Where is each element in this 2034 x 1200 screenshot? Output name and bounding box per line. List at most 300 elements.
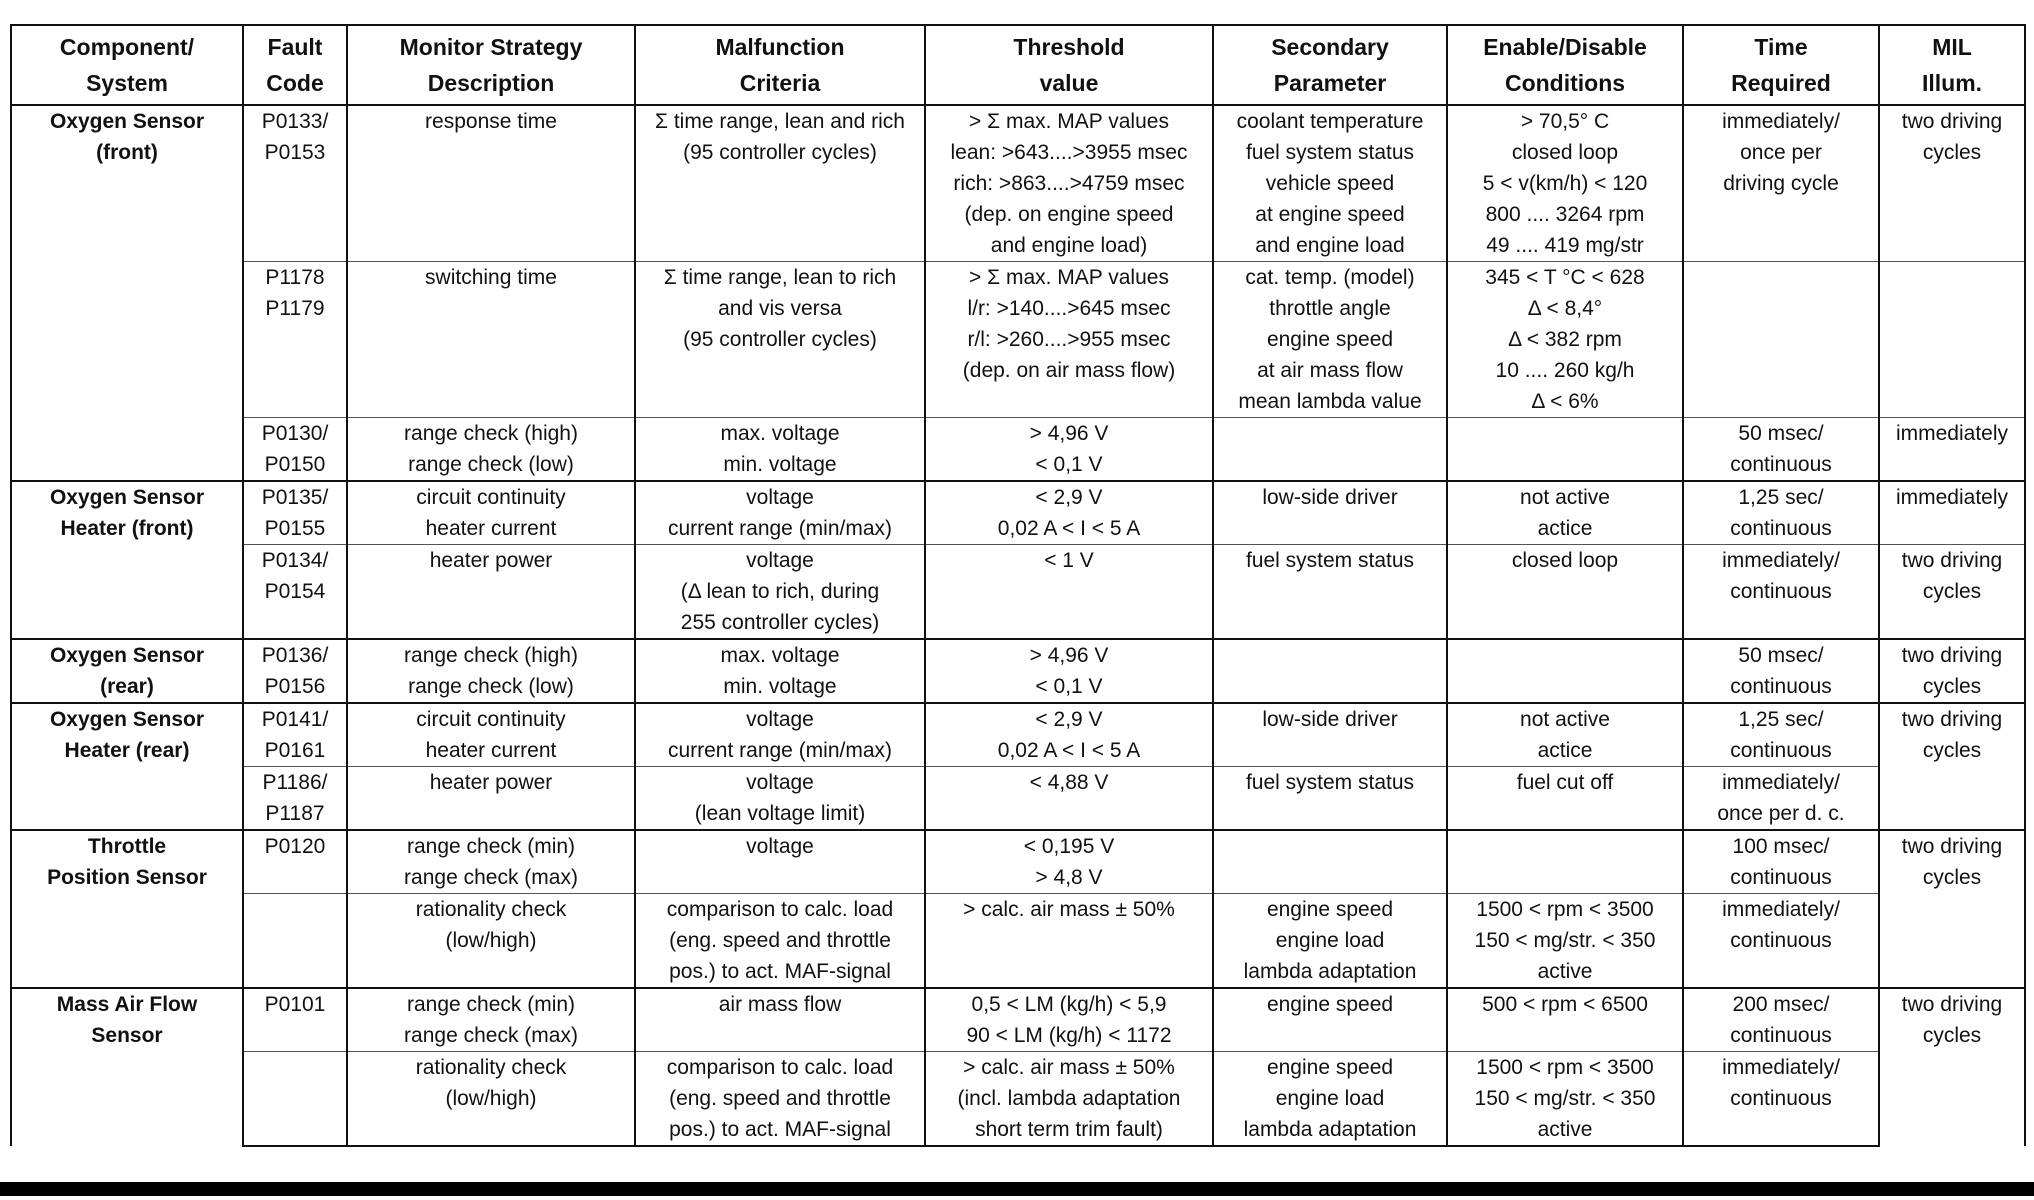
enable-conditions-line: 800 .... 3264 rpm <box>1485 203 1645 226</box>
enable-conditions-line: 49 .... 419 mg/str <box>1486 234 1644 257</box>
mil-illum-header <box>1879 25 2025 105</box>
enable-conditions-line: 150 < mg/str. < 350 <box>1474 929 1656 952</box>
secondary-parameter-line: engine speed <box>1266 328 1394 351</box>
threshold-value-line: l/r: >140....>645 msec <box>967 297 1171 320</box>
threshold-value-line: < 2,9 V <box>1035 708 1103 731</box>
time-required-cell <box>1683 988 1879 1052</box>
fault-code-line: P1178 <box>265 266 325 289</box>
component-line: Throttle <box>87 835 167 858</box>
malfunction-criteria-line: current range (min/max) <box>667 739 893 762</box>
malfunction-criteria-cell <box>635 105 925 262</box>
secondary-parameter-cell <box>1213 545 1447 640</box>
time-required-line: 1,25 sec/ <box>1738 708 1824 731</box>
malfunction-criteria-line: air mass flow <box>718 993 842 1016</box>
mil-illum-cell <box>1879 418 2025 482</box>
threshold-value-line: > 4,8 V <box>1035 866 1103 889</box>
malfunction-criteria-cell <box>635 262 925 418</box>
time-required-line: immediately/ <box>1722 898 1840 921</box>
mil-illum-line: immediately <box>1895 486 2009 509</box>
secondary-parameter-cell <box>1213 894 1447 989</box>
secondary-parameter-line: at air mass flow <box>1257 359 1403 382</box>
monitor-strategy-line: rationality check <box>415 1056 567 1079</box>
fault-code-cell <box>243 545 347 640</box>
threshold-value-line: short term trim fault) <box>975 1118 1163 1141</box>
malfunction-criteria-cell <box>635 830 925 894</box>
monitor-strategy-line: heater power <box>429 771 553 794</box>
secondary-parameter-line: lambda adaptation <box>1243 1118 1417 1141</box>
malfunction-criteria-line: min. voltage <box>723 453 837 476</box>
threshold-value-line: > 4,96 V <box>1029 422 1109 445</box>
enable-conditions-cell <box>1447 703 1683 767</box>
monitor-strategy-line: heater power <box>429 549 553 572</box>
enable-conditions-line: 345 < T °C < 628 <box>1485 266 1645 289</box>
malfunction-criteria-cell <box>635 703 925 767</box>
component-cell <box>11 703 243 830</box>
malfunction-criteria-line: (95 controller cycles) <box>683 141 877 164</box>
enable-conditions-line: fuel cut off <box>1516 771 1614 794</box>
monitor-strategy-cell <box>347 418 635 482</box>
malfunction-criteria-line: comparison to calc. load <box>666 898 894 921</box>
mil-illum-line: immediately <box>1895 422 2009 445</box>
diagnostic-monitor-table <box>10 24 2024 1147</box>
time-required-line: immediately/ <box>1722 549 1840 572</box>
time-required-cell <box>1683 1052 1879 1147</box>
fault-code-cell <box>243 1052 347 1147</box>
mil-illum-cell <box>1879 830 2025 988</box>
enable-conditions-cell <box>1447 830 1683 894</box>
component-line: Heater (rear) <box>64 739 190 762</box>
monitor-strategy-line: range check (low) <box>408 453 574 476</box>
enable-conditions-cell <box>1447 418 1683 482</box>
enable-conditions-line: 500 < rpm < 6500 <box>1482 993 1648 1016</box>
secondary-parameter-line: fuel system status <box>1245 141 1415 164</box>
enable-conditions-cell <box>1447 481 1683 545</box>
component-cell <box>11 639 243 703</box>
malfunction-criteria-cell <box>635 418 925 482</box>
mil-illum-line: cycles <box>1922 675 1982 698</box>
malfunction-criteria-line: (eng. speed and throttle <box>669 929 891 952</box>
malfunction-criteria-line: voltage <box>746 486 814 509</box>
mil-illum-cell <box>1879 262 2025 418</box>
enable-conditions-cell <box>1447 545 1683 640</box>
threshold-value-line: < 0,1 V <box>1035 453 1103 476</box>
malfunction-criteria-line: min. voltage <box>723 675 837 698</box>
component-line: Oxygen Sensor <box>49 708 205 731</box>
monitor-strategy-line: rationality check <box>415 898 567 921</box>
malfunction-criteria-line: voltage <box>746 708 814 731</box>
fault-code-line: P1186/ <box>262 771 328 794</box>
threshold-value-cell <box>925 105 1213 262</box>
threshold-value-line: < 1 V <box>1044 549 1094 572</box>
monitor-strategy-cell <box>347 105 635 262</box>
enable-conditions-line: Δ < 6% <box>1531 390 1599 413</box>
header-line: Time <box>1754 34 1808 60</box>
component-line: Position Sensor <box>47 866 207 889</box>
malfunction-criteria-cell <box>635 767 925 831</box>
enable-conditions-line: 1500 < rpm < 3500 <box>1476 898 1654 921</box>
component-line: Oxygen Sensor <box>49 486 205 509</box>
header-line: Fault <box>267 34 323 60</box>
threshold-value-cell <box>925 988 1213 1052</box>
monitor-strategy-line: range check (high) <box>404 644 578 667</box>
malfunction-criteria-line: (eng. speed and throttle <box>669 1087 891 1110</box>
enable-conditions-line: 1500 < rpm < 3500 <box>1476 1056 1654 1079</box>
fault-code-cell <box>243 830 347 894</box>
enable-conditions-line: actice <box>1537 739 1593 762</box>
threshold-value-cell <box>925 767 1213 831</box>
mil-illum-cell <box>1879 639 2025 703</box>
secondary-parameter-cell <box>1213 767 1447 831</box>
monitor-strategy-cell <box>347 639 635 703</box>
secondary-parameter-cell <box>1213 830 1447 894</box>
fault-code-line: P0161 <box>264 739 326 762</box>
enable-conditions-cell <box>1447 262 1683 418</box>
monitor-strategy-cell <box>347 262 635 418</box>
threshold-value-line: < 2,9 V <box>1035 486 1103 509</box>
fault-code-line: P0155 <box>264 517 326 540</box>
component-line: Sensor <box>91 1024 163 1047</box>
header-line: Criteria <box>739 70 821 96</box>
monitor-strategy-cell <box>347 894 635 989</box>
fault-code-line: P0133/ <box>261 110 329 133</box>
threshold-value-cell <box>925 830 1213 894</box>
secondary-parameter-cell <box>1213 105 1447 262</box>
table-row <box>11 262 2025 418</box>
header-line: Parameter <box>1273 70 1387 96</box>
mil-illum-line: cycles <box>1922 141 1982 164</box>
enable-conditions-cell <box>1447 639 1683 703</box>
secondary-parameter-cell <box>1213 639 1447 703</box>
threshold-value-cell <box>925 545 1213 640</box>
component-line: Mass Air Flow <box>56 993 198 1016</box>
fault-code-line: P0156 <box>264 675 326 698</box>
time-required-cell <box>1683 545 1879 640</box>
time-required-cell <box>1683 418 1879 482</box>
malfunction-criteria-line: and vis versa <box>718 297 842 320</box>
monitor-strategy-line: switching time <box>425 266 557 289</box>
malfunction-criteria-line: (Δ lean to rich, during <box>680 580 880 603</box>
time-required-line: 200 msec/ <box>1732 993 1830 1016</box>
table-row <box>11 481 2025 545</box>
fault-code-cell <box>243 988 347 1052</box>
mil-illum-cell <box>1879 545 2025 640</box>
time-required-line: immediately/ <box>1722 110 1840 133</box>
threshold-value-cell <box>925 894 1213 989</box>
malfunction-criteria-cell <box>635 988 925 1052</box>
secondary-parameter-line: engine speed <box>1266 898 1394 921</box>
component-header <box>11 25 243 105</box>
time-required-line: continuous <box>1730 739 1832 762</box>
header-line: Illum. <box>1921 70 1983 96</box>
monitor-strategy-header <box>347 25 635 105</box>
fault-code-line: P0130/ <box>261 422 329 445</box>
time-required-line: continuous <box>1730 675 1832 698</box>
secondary-parameter-line: engine speed <box>1266 993 1394 1016</box>
threshold-value-cell <box>925 703 1213 767</box>
table-row <box>11 830 2025 894</box>
mil-illum-line: two driving <box>1901 110 2003 133</box>
fault-code-line: P1179 <box>265 297 325 320</box>
enable-conditions-line: not active <box>1520 708 1610 731</box>
header-line: Code <box>266 70 324 96</box>
monitor-strategy-line: response time <box>425 110 557 133</box>
secondary-parameter-line: engine load <box>1275 929 1385 952</box>
malfunction-criteria-line: pos.) to act. MAF-signal <box>669 960 891 983</box>
malfunction-criteria-line: voltage <box>746 835 814 858</box>
malfunction-criteria-line: current range (min/max) <box>667 517 893 540</box>
malfunction-criteria-line: (95 controller cycles) <box>683 328 877 351</box>
time-required-line: continuous <box>1730 929 1832 952</box>
mil-illum-cell <box>1879 481 2025 545</box>
time-required-cell <box>1683 894 1879 989</box>
table-row <box>11 105 2025 262</box>
monitor-strategy-line: range check (max) <box>404 866 578 889</box>
malfunction-criteria-line: Σ time range, lean and rich <box>655 110 905 133</box>
time-required-line: immediately/ <box>1722 1056 1840 1079</box>
time-required-line: 1,25 sec/ <box>1738 486 1824 509</box>
component-line: Oxygen Sensor <box>49 110 205 133</box>
enable-conditions-cell <box>1447 988 1683 1052</box>
secondary-parameter-line: low-side driver <box>1262 486 1398 509</box>
malfunction-criteria-line: comparison to calc. load <box>666 1056 894 1079</box>
fault-code-cell <box>243 639 347 703</box>
table-row <box>11 545 2025 640</box>
threshold-value-line: 0,5 < LM (kg/h) < 5,9 <box>971 993 1167 1016</box>
mil-illum-cell <box>1879 988 2025 1146</box>
enable-conditions-line: closed loop <box>1511 141 1619 164</box>
malfunction-criteria-cell <box>635 639 925 703</box>
threshold-value-line: < 4,88 V <box>1029 771 1109 794</box>
monitor-strategy-line: heater current <box>425 739 557 762</box>
time-required-line: driving cycle <box>1723 172 1839 195</box>
time-required-line: continuous <box>1730 1024 1832 1047</box>
secondary-parameter-cell <box>1213 481 1447 545</box>
enable-conditions-line: 10 .... 260 kg/h <box>1495 359 1635 382</box>
time-required-header <box>1683 25 1879 105</box>
header-line: Conditions <box>1504 70 1626 96</box>
threshold-value-line: rich: >863....>4759 msec <box>953 172 1185 195</box>
enable-conditions-line: 150 < mg/str. < 350 <box>1474 1087 1656 1110</box>
fault-code-line: P1187 <box>265 802 325 825</box>
fault-code-line: P0135/ <box>261 486 329 509</box>
mil-illum-cell <box>1879 105 2025 262</box>
time-required-cell <box>1683 105 1879 262</box>
secondary-parameter-line: vehicle speed <box>1265 172 1395 195</box>
mil-illum-line: two driving <box>1901 549 2003 572</box>
threshold-value-line: > calc. air mass ± 50% <box>963 1056 1175 1079</box>
component-cell <box>11 105 243 481</box>
fault-code-cell <box>243 894 347 989</box>
threshold-value-cell <box>925 418 1213 482</box>
table-row <box>11 894 2025 989</box>
time-required-cell <box>1683 262 1879 418</box>
malfunction-criteria-cell <box>635 545 925 640</box>
time-required-line: immediately/ <box>1722 771 1840 794</box>
fault-code-header <box>243 25 347 105</box>
component-line: Oxygen Sensor <box>49 644 205 667</box>
header-line: Required <box>1731 70 1831 96</box>
component-line: Heater (front) <box>60 517 194 540</box>
fault-code-cell <box>243 418 347 482</box>
threshold-value-line: > Σ max. MAP values <box>969 110 1169 133</box>
header-line: value <box>1039 70 1099 96</box>
time-required-line: once per d. c. <box>1717 802 1845 825</box>
fault-code-cell <box>243 481 347 545</box>
bottom-rule <box>0 1182 2034 1196</box>
malfunction-criteria-line: (lean voltage limit) <box>694 802 866 825</box>
secondary-parameter-line: engine speed <box>1266 1056 1394 1079</box>
threshold-value-line: > Σ max. MAP values <box>969 266 1169 289</box>
threshold-value-line: < 0,1 V <box>1035 675 1103 698</box>
threshold-value-cell <box>925 639 1213 703</box>
time-required-line: 50 msec/ <box>1738 644 1824 667</box>
monitor-strategy-line: range check (max) <box>404 1024 578 1047</box>
fault-code-line: P0150 <box>264 453 326 476</box>
secondary-parameter-line: fuel system status <box>1245 549 1415 572</box>
enable-conditions-line: not active <box>1520 486 1610 509</box>
malfunction-criteria-header <box>635 25 925 105</box>
mil-illum-line: cycles <box>1922 1024 1982 1047</box>
malfunction-criteria-line: 255 controller cycles) <box>680 611 880 634</box>
malfunction-criteria-line: voltage <box>746 771 814 794</box>
fault-code-cell <box>243 703 347 767</box>
fault-code-line: P0134/ <box>261 549 329 572</box>
enable-conditions-header <box>1447 25 1683 105</box>
secondary-parameter-line: cat. temp. (model) <box>1245 266 1415 289</box>
mil-illum-line: cycles <box>1922 739 1982 762</box>
time-required-line: continuous <box>1730 517 1832 540</box>
enable-conditions-line: active <box>1537 960 1593 983</box>
enable-conditions-line: actice <box>1537 517 1593 540</box>
fault-code-cell <box>243 262 347 418</box>
component-line: (front) <box>96 141 158 164</box>
malfunction-criteria-line: Σ time range, lean to rich <box>663 266 897 289</box>
header-line: Component/ <box>59 34 195 60</box>
monitor-strategy-line: range check (high) <box>404 422 578 445</box>
threshold-value-line: 0,02 A < I < 5 A <box>997 739 1141 762</box>
time-required-cell <box>1683 830 1879 894</box>
enable-conditions-line: Δ < 382 rpm <box>1508 328 1622 351</box>
time-required-cell <box>1683 639 1879 703</box>
enable-conditions-line: Δ < 8,4° <box>1527 297 1603 320</box>
table-row <box>11 703 2025 767</box>
time-required-cell <box>1683 481 1879 545</box>
secondary-parameter-line: throttle angle <box>1269 297 1391 320</box>
table-header-row <box>11 25 2025 105</box>
component-line: (rear) <box>100 675 154 698</box>
enable-conditions-line: 5 < v(km/h) < 120 <box>1482 172 1648 195</box>
secondary-parameter-cell <box>1213 703 1447 767</box>
header-line: Threshold <box>1013 34 1125 60</box>
threshold-value-line: 0,02 A < I < 5 A <box>997 517 1141 540</box>
threshold-value-cell <box>925 262 1213 418</box>
monitor-strategy-line: circuit continuity <box>416 486 566 509</box>
secondary-parameter-line: coolant temperature <box>1236 110 1424 133</box>
table-row <box>11 639 2025 703</box>
mil-illum-line: two driving <box>1901 644 2003 667</box>
threshold-value-line: r/l: >260....>955 msec <box>967 328 1171 351</box>
monitor-strategy-cell <box>347 830 635 894</box>
malfunction-criteria-cell <box>635 1052 925 1147</box>
threshold-value-line: > calc. air mass ± 50% <box>963 898 1175 921</box>
header-line: Monitor Strategy <box>399 34 583 60</box>
secondary-parameter-cell <box>1213 418 1447 482</box>
table-row <box>11 418 2025 482</box>
time-required-line: 100 msec/ <box>1732 835 1830 858</box>
time-required-line: 50 msec/ <box>1738 422 1824 445</box>
secondary-parameter-line: and engine load <box>1255 234 1405 257</box>
time-required-line: continuous <box>1730 1087 1832 1110</box>
threshold-value-line: (dep. on engine speed <box>964 203 1174 226</box>
secondary-parameter-line: mean lambda value <box>1238 390 1422 413</box>
fault-code-line: P0141/ <box>261 708 329 731</box>
monitor-strategy-cell <box>347 703 635 767</box>
secondary-parameter-line: engine load <box>1275 1087 1385 1110</box>
mil-illum-line: two driving <box>1901 993 2003 1016</box>
threshold-value-cell <box>925 1052 1213 1147</box>
enable-conditions-cell <box>1447 1052 1683 1147</box>
threshold-value-line: lean: >643....>3955 msec <box>950 141 1188 164</box>
secondary-parameter-cell <box>1213 1052 1447 1147</box>
monitor-strategy-line: (low/high) <box>445 1087 537 1110</box>
malfunction-criteria-line: max. voltage <box>720 644 840 667</box>
malfunction-criteria-cell <box>635 481 925 545</box>
enable-conditions-line: > 70,5° C <box>1520 110 1610 133</box>
secondary-parameter-line: at engine speed <box>1255 203 1405 226</box>
fault-code-line: P0153 <box>264 141 326 164</box>
threshold-value-line: (incl. lambda adaptation <box>957 1087 1181 1110</box>
threshold-value-cell <box>925 481 1213 545</box>
time-required-cell <box>1683 767 1879 831</box>
enable-conditions-line: active <box>1537 1118 1593 1141</box>
mil-illum-line: two driving <box>1901 835 2003 858</box>
threshold-value-line: 90 < LM (kg/h) < 1172 <box>966 1024 1172 1047</box>
header-line: Enable/Disable <box>1483 34 1647 60</box>
monitor-strategy-line: circuit continuity <box>416 708 566 731</box>
malfunction-criteria-line: max. voltage <box>720 422 840 445</box>
secondary-parameter-cell <box>1213 262 1447 418</box>
time-required-line: continuous <box>1730 866 1832 889</box>
malfunction-criteria-cell <box>635 894 925 989</box>
fault-code-cell <box>243 767 347 831</box>
table-row <box>11 988 2025 1052</box>
time-required-line: continuous <box>1730 453 1832 476</box>
fault-code-line: P0136/ <box>261 644 329 667</box>
monitor-strategy-line: (low/high) <box>445 929 537 952</box>
table-row <box>11 767 2025 831</box>
threshold-value-header <box>925 25 1213 105</box>
secondary-parameter-line: fuel system status <box>1245 771 1415 794</box>
secondary-parameter-header <box>1213 25 1447 105</box>
component-cell <box>11 988 243 1146</box>
fault-code-line: P0101 <box>264 993 326 1016</box>
monitor-strategy-cell <box>347 767 635 831</box>
threshold-value-line: > 4,96 V <box>1029 644 1109 667</box>
mil-illum-cell <box>1879 703 2025 830</box>
mil-illum-line: two driving <box>1901 708 2003 731</box>
secondary-parameter-line: low-side driver <box>1262 708 1398 731</box>
enable-conditions-cell <box>1447 767 1683 831</box>
fault-code-line: P0154 <box>264 580 326 603</box>
obd-monitor-table <box>10 24 2026 1147</box>
time-required-cell <box>1683 703 1879 767</box>
secondary-parameter-cell <box>1213 988 1447 1052</box>
time-required-line: continuous <box>1730 580 1832 603</box>
enable-conditions-line: closed loop <box>1511 549 1619 572</box>
header-line: Malfunction <box>715 34 845 60</box>
enable-conditions-cell <box>1447 894 1683 989</box>
enable-conditions-cell <box>1447 105 1683 262</box>
